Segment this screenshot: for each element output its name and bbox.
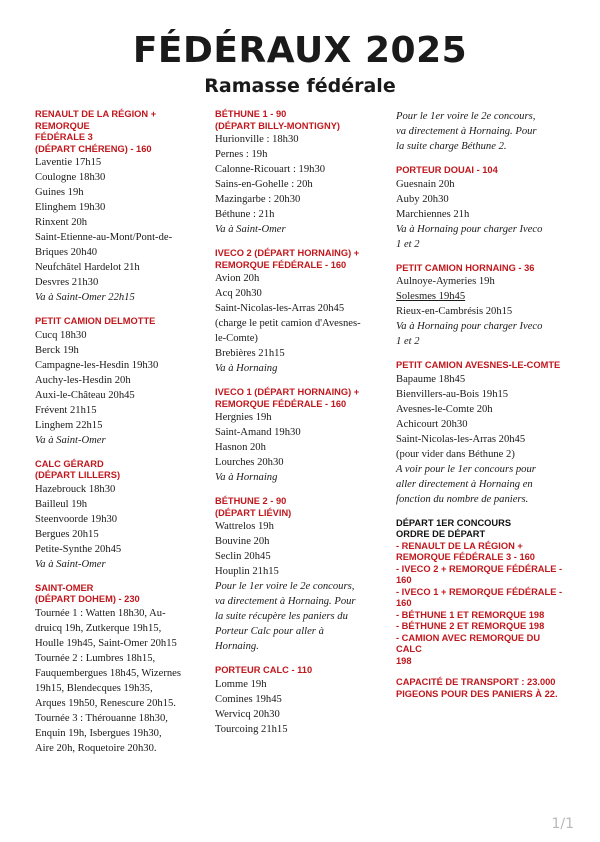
stop-line: druicq 19h, Zutkerque 19h15,	[35, 622, 162, 634]
column-1	[35, 109, 210, 767]
stop-line: Houplin 21h15	[215, 566, 279, 577]
depart-list-item: 160	[396, 575, 412, 585]
stop-line: (charge le petit camion d'Avesnes-	[215, 318, 361, 329]
stop-line: Bergues 20h15	[35, 528, 99, 540]
route-note: Va à Saint-Omer	[215, 224, 286, 235]
capacity-note	[396, 677, 566, 700]
column-2	[215, 109, 387, 748]
depart-list-item: 198	[396, 655, 412, 666]
route-section	[35, 459, 210, 572]
depart-order-block	[396, 518, 566, 701]
stop-line: Elinghem 19h30	[35, 202, 106, 213]
route-note: aller directement à Hornaing en	[396, 478, 533, 490]
column-3	[396, 109, 566, 711]
intro-line: Pour le 1er voire le 2e concours,	[396, 111, 536, 122]
stop-line: Auby 20h30	[396, 193, 449, 205]
capacity-line: PIGEONS POUR DES PANIERS À 22.	[396, 688, 558, 699]
stop-line: Tournée 1 : Watten 18h30, Au-	[35, 607, 166, 619]
route-note: Va à Hornaing	[215, 363, 278, 374]
depart-list-item: - BÉTHUNE 1 ET REMORQUE 198	[396, 609, 545, 620]
stop-line: Wervicq 20h30	[215, 708, 280, 720]
route-note: Va à Saint-Omer 22h15	[35, 292, 135, 303]
stop-line: Pernes : 19h	[215, 149, 268, 160]
route-note: A voir pour le 1er concours pour	[396, 463, 536, 475]
route-heading: REMORQUE FÉDÉRALE - 160	[215, 398, 347, 409]
depart-list-item: - CAMION AVEC REMORQUE DU CALC	[396, 632, 541, 654]
route-heading: REMORQUE FÉDÉRALE - 160	[215, 259, 347, 270]
route-heading: SAINT-OMER	[35, 582, 94, 593]
route-heading-detail: (DÉPART LILLERS)	[35, 470, 121, 480]
stop-line: Acq 20h30	[215, 288, 262, 299]
capacity-line: CAPACITÉ DE TRANSPORT : 23.000	[396, 677, 556, 687]
stop-line: Campagne-les-Hesdin 19h30	[35, 359, 159, 371]
stop-line: Tourcoing 21h15	[215, 723, 288, 735]
stop-line: Enquin 19h, Isbergues 19h30,	[35, 727, 162, 739]
stop-line: Bailleul 19h	[35, 498, 88, 510]
route-heading: IVECO 2 (DÉPART HORNAING) +	[215, 248, 360, 258]
route-note: la suite récupère les paniers du	[215, 611, 348, 622]
stop-line: Briques 20h40	[35, 247, 98, 258]
depart-heading-1: DÉPART 1ER CONCOURS	[396, 517, 512, 528]
route-heading-detail: (DÉPART DOHEM) - 230	[35, 594, 140, 604]
stop-line: Sains-en-Gohelle : 20h	[215, 179, 313, 190]
stop-line: Lomme 19h	[215, 678, 267, 690]
stop-line: Berck 19h	[35, 344, 79, 356]
stop-line: Lourches 20h30	[215, 457, 284, 468]
route-note: fonction du nombre de paniers.	[396, 493, 529, 505]
stop-line: Desvres 21h30	[35, 277, 99, 288]
route-heading: PORTEUR DOUAI - 104	[396, 165, 498, 175]
stop-line: Cucq 18h30	[35, 329, 87, 341]
depart-list-item: REMORQUE FÉDÉRALE 3 - 160	[396, 552, 535, 562]
stop-line: Saint-Etienne-au-Mont/Pont-de-	[35, 232, 173, 243]
route-note: 1 et 2	[396, 336, 420, 347]
depart-heading-2: ORDRE DE DÉPART	[396, 529, 486, 539]
stop-line: Bienvillers-au-Bois 19h15	[396, 388, 509, 400]
page-number: 1/1	[551, 816, 574, 832]
intro-line: la suite charge Béthune 2.	[396, 141, 507, 152]
stop-line: Auxi-le-Château 20h45	[35, 389, 135, 401]
route-note: Va à Hornaing	[215, 472, 278, 483]
depart-list-item: 160	[396, 598, 412, 608]
stop-line: Frévent 21h15	[35, 404, 97, 416]
route-note: 1 et 2	[396, 238, 420, 250]
stop-line: Houlle 19h45, Saint-Omer 20h15	[35, 637, 177, 649]
route-heading-detail: (DÉPART BILLY-MONTIGNY)	[215, 120, 340, 131]
route-note: Hornaing.	[215, 641, 259, 652]
stop-line: Fauquembergues 18h45, Wizernes	[35, 667, 181, 679]
route-section	[396, 165, 566, 252]
stop-line: Solesmes 19h45	[396, 291, 466, 302]
stop-line: Rinxent 20h	[35, 217, 88, 228]
stop-line: le-Comte)	[215, 333, 258, 344]
stop-line: Avion 20h	[215, 273, 260, 284]
stop-line: Béthune : 21h	[215, 209, 275, 220]
route-section	[35, 316, 210, 448]
stop-line: Coulogne 18h30	[35, 172, 106, 183]
depart-list-item: - RENAULT DE LA RÉGION +	[396, 540, 523, 551]
stop-line: Guesnain 20h	[396, 178, 455, 190]
route-section	[396, 263, 566, 350]
depart-list-item: - IVECO 2 + REMORQUE FÉDÉRALE -	[396, 563, 563, 574]
page-subtitle: Ramasse fédérale	[204, 75, 396, 97]
route-heading: PETIT CAMION HORNAING - 36	[396, 262, 535, 273]
stop-line: Tournée 2 : Lumbres 18h15,	[35, 652, 156, 664]
stop-line: Aire 20h, Roquetoire 20h30.	[35, 742, 157, 754]
stop-line: Mazingarbe : 20h30	[215, 194, 301, 205]
stop-line: Saint-Amand 19h30	[215, 427, 301, 438]
stop-line: Bouvine 20h	[215, 536, 270, 547]
stop-line: Laventie 17h15	[35, 157, 102, 168]
stop-line: Hergnies 19h	[215, 412, 272, 423]
depart-list-item: - BÉTHUNE 2 ET REMORQUE 198	[396, 621, 545, 631]
route-heading: PETIT CAMION AVESNES-LE-COMTE	[396, 360, 561, 370]
route-heading-detail: (DÉPART CHÉRENG) - 160	[35, 143, 152, 154]
route-heading: IVECO 1 (DÉPART HORNAING) +	[215, 387, 360, 397]
stop-line: Saint-Nicolas-les-Arras 20h45	[396, 433, 526, 445]
route-note: va directement à Hornaing. Pour	[215, 596, 356, 607]
intro-note	[396, 109, 566, 154]
stop-line: 19h15, Blendecques 19h35,	[35, 682, 153, 694]
stop-line: Hurionville : 18h30	[215, 134, 299, 145]
route-note: Pour le 1er voire le 2e concours,	[215, 581, 355, 592]
route-note: Va à Saint-Omer	[35, 558, 106, 570]
intro-line: va directement à Hornaing. Pour	[396, 126, 537, 137]
page-title: FÉDÉRAUX 2025	[132, 30, 468, 71]
stop-line: Hasnon 20h	[215, 442, 266, 453]
route-heading: FÉDÉRALE 3	[35, 132, 93, 142]
route-note: Va à Saint-Omer	[35, 434, 106, 446]
stop-line: Brebières 21h15	[215, 348, 285, 359]
route-heading-detail: (DÉPART LIÉVIN)	[215, 507, 292, 518]
route-heading: PORTEUR CALC - 110	[215, 665, 313, 675]
route-section	[215, 665, 387, 737]
route-heading: PETIT CAMION DELMOTTE	[35, 316, 156, 326]
route-note: Va à Hornaing pour charger Iveco	[396, 321, 543, 332]
stop-line: Guines 19h	[35, 187, 84, 198]
stop-line: Hazebrouck 18h30	[35, 483, 116, 495]
stop-line: (pour vider dans Béthune 2)	[396, 448, 515, 460]
route-section	[35, 109, 210, 305]
stop-line: Petite-Synthe 20h45	[35, 543, 122, 555]
stop-line: Aulnoye-Aymeries 19h	[396, 276, 495, 287]
stop-line: Tournée 3 : Thérouanne 18h30,	[35, 712, 168, 724]
route-heading: CALC GÉRARD	[35, 458, 104, 469]
stop-line: Seclin 20h45	[215, 551, 271, 562]
stop-line: Saint-Nicolas-les-Arras 20h45	[215, 303, 345, 314]
stop-line: Auchy-les-Hesdin 20h	[35, 374, 131, 386]
route-section	[35, 583, 210, 756]
stop-line: Wattrelos 19h	[215, 521, 274, 532]
stop-line: Calonne-Ricouart : 19h30	[215, 164, 326, 175]
stop-line: Arques 19h50, Renescure 20h15.	[35, 697, 176, 709]
stop-line: Marchiennes 21h	[396, 208, 470, 220]
route-section	[215, 387, 387, 485]
route-heading: BÉTHUNE 1 - 90	[215, 109, 287, 119]
route-note: Va à Hornaing pour charger Iveco	[396, 223, 543, 235]
route-section	[215, 109, 387, 237]
stop-line: Avesnes-le-Comte 20h	[396, 403, 493, 415]
stop-line: Rieux-en-Cambrésis 20h15	[396, 306, 513, 317]
stop-line: Steenvoorde 19h30	[35, 513, 118, 525]
stop-line: Bapaume 18h45	[396, 373, 466, 385]
route-heading: RENAULT DE LA RÉGION + REMORQUE	[35, 109, 157, 131]
route-section	[215, 496, 387, 654]
stop-line: Achicourt 20h30	[396, 418, 468, 430]
stop-line: Linghem 22h15	[35, 419, 103, 431]
depart-list-item: - IVECO 1 + REMORQUE FÉDÉRALE -	[396, 586, 563, 597]
stop-line: Neufchâtel Hardelot 21h	[35, 262, 140, 273]
route-heading: BÉTHUNE 2 - 90	[215, 496, 287, 506]
route-section	[396, 360, 566, 507]
stop-line: Comines 19h45	[215, 693, 282, 705]
route-section	[215, 248, 387, 376]
route-note: Porteur Calc pour aller à	[215, 626, 324, 637]
